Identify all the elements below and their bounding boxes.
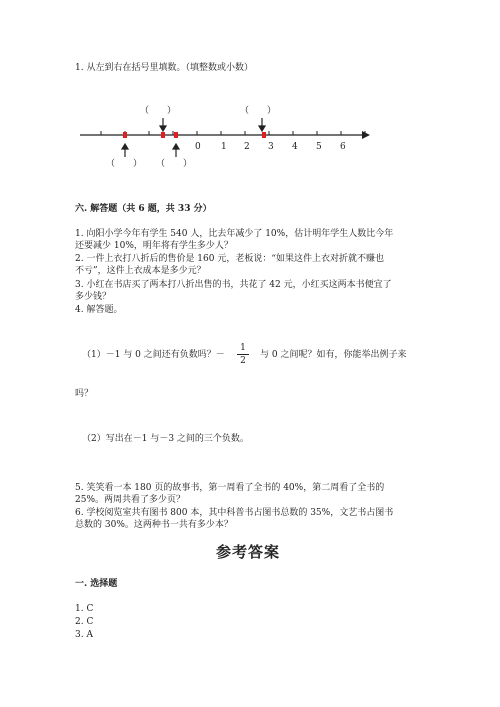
answer-blank[interactable]: （ ） <box>240 106 277 116</box>
problem-4-sub-1-part-2: 与 0 之间呢？如有，你能举出例子来 <box>260 350 407 360</box>
problem-3-line-2: 多少钱？ <box>75 292 112 302</box>
question-1-text: 1. 从左到右在括号里填数。（填整数或小数） <box>75 63 253 73</box>
problem-4-sub-1-line-2: 吗？ <box>75 389 94 399</box>
problem-5-line-1: 5. 笑笑看一本 180 页的故事书，第一周看了全书的 40%，第二周看了全书的 <box>75 483 385 493</box>
tick-label-1: 1 <box>221 142 227 152</box>
fraction-denominator: 2 <box>240 356 246 366</box>
problem-1-line-1: 1. 向阳小学今年有学生 540 人，比去年减少了 10%，估计明年学生人数比今年 <box>75 229 394 239</box>
tick-label-0: 0 <box>195 142 201 152</box>
problem-6-line-1: 6. 学校阅览室共有图书 800 本，其中科普书占图书总数的 35%，文艺书占图书 <box>75 508 394 518</box>
problem-2-line-2: 不亏”，这件上衣成本是多少元？ <box>75 266 206 276</box>
problem-4-sub-2: （2）写出在－1 与－3 之间的三个负数。 <box>82 434 249 444</box>
fraction-one-half <box>237 343 249 366</box>
tick-label-3: 3 <box>268 142 274 152</box>
fraction-numerator: 1 <box>240 343 246 353</box>
answer-blank[interactable]: （ ） <box>140 106 177 116</box>
answer-blank[interactable]: （ ） <box>156 159 193 169</box>
problem-4-sub-1-part-1: （1）－1 与 0 之间还有负数吗？－ <box>82 350 225 360</box>
tick-label-2: 2 <box>244 142 250 152</box>
answer-item: 3. A <box>75 630 93 640</box>
marker-red <box>262 132 266 138</box>
problem-3-line-1: 3. 小红在书店买了两本打八折出售的书，共花了 42 元，小红买这两本书便宜了 <box>75 280 392 290</box>
problem-1-line-2: 还要减少 10%，明年将有学生多少人？ <box>75 241 233 251</box>
marker-red <box>174 132 178 138</box>
problem-4-heading: 4. 解答题。 <box>75 305 123 315</box>
marker-red <box>123 132 127 138</box>
tick-label-6: 6 <box>340 142 346 152</box>
marker-red <box>161 132 165 138</box>
tick-label-5: 5 <box>316 142 322 152</box>
answers-title: 参考答案 <box>216 543 281 561</box>
answers-section-1: 一. 选择题 <box>75 579 118 589</box>
tick-label-4: 4 <box>292 142 298 152</box>
problem-6-line-2: 总数的 30%。这两种书一共有多少本？ <box>75 520 233 530</box>
answer-item: 2. C <box>75 617 94 627</box>
problem-5-line-2: 25%。两周共看了多少页？ <box>75 495 186 505</box>
answer-item: 1. C <box>75 604 94 614</box>
problem-2-line-1: 2. 一件上衣打八折后的售价是 160 元，老板说：“如果这件上衣对折就不赚也 <box>75 254 384 264</box>
answer-blank[interactable]: （ ） <box>106 159 143 169</box>
section-6-heading: 六. 解答题（共 6 题，共 33 分） <box>75 204 212 214</box>
